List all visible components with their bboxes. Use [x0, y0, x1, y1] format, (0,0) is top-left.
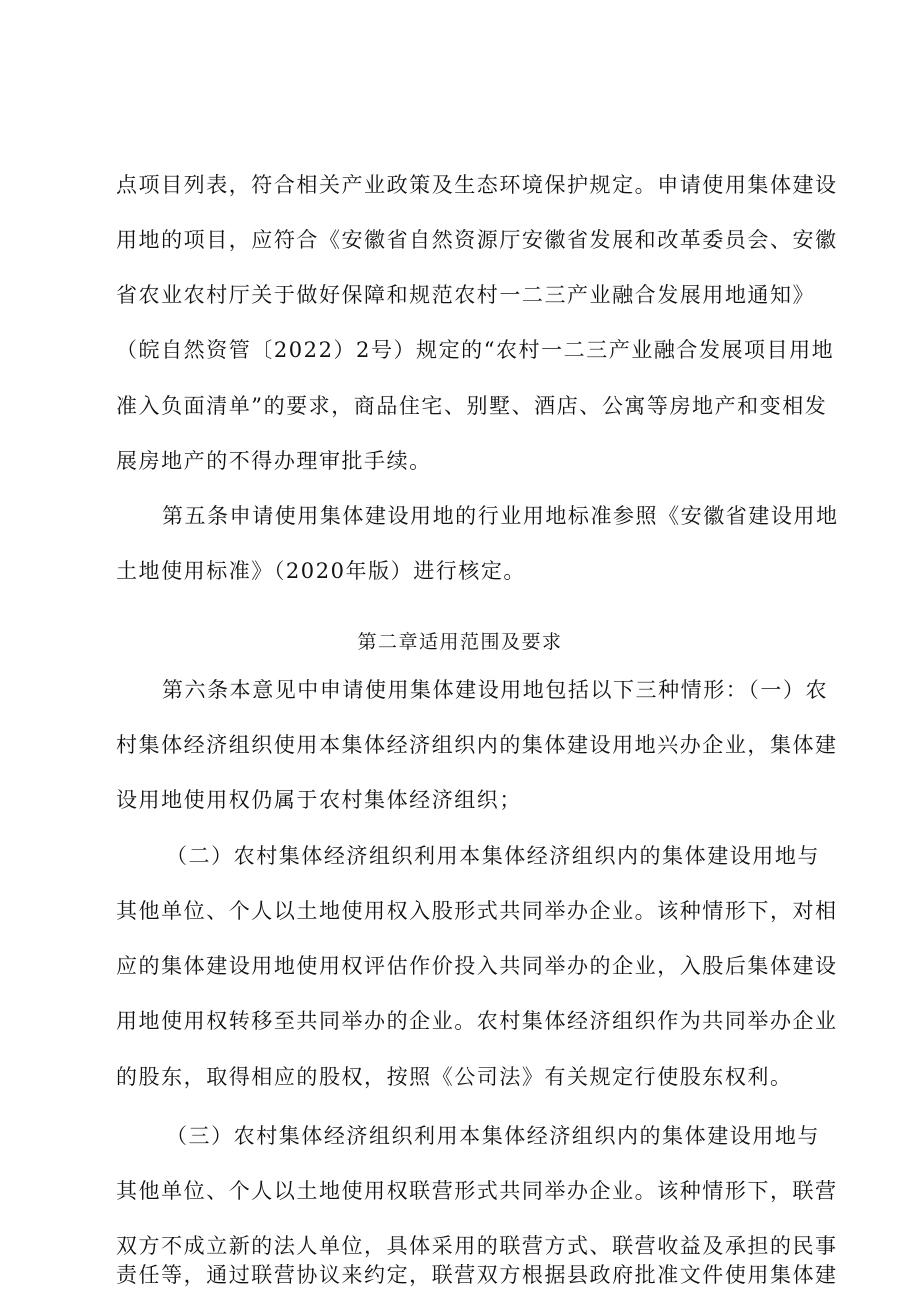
text-line: 应的集体建设用地使用权评估作价投入共同举办的企业，入股后集体建设 — [116, 954, 838, 978]
text-line: 用地使用权转移至共同举办的企业。农村集体经济组织作为共同举办企业 — [116, 1009, 838, 1033]
article-6-first-line: 第六条本意见中申请使用集体建设用地包括以下三种情形：（一）农 — [162, 678, 828, 702]
text-line: 双方不成立新的法人单位，具体采用的联营方式、联营收益及承担的民事 — [116, 1234, 838, 1258]
text-line: 用地的项目，应符合《安徽省自然资源厅安徽省发展和改革委员会、安徽 — [116, 228, 838, 252]
article-5-first-line: 第五条申请使用集体建设用地的行业用地标准参照《安徽省建设用地 — [162, 504, 839, 528]
text-line: 准入负面清单”的要求，商品住宅、别墅、酒店、公寓等房地产和变相发 — [116, 394, 828, 418]
text-line: 村集体经济组织使用本集体经济组织内的集体建设用地兴办企业，集体建 — [116, 733, 838, 757]
chapter-heading: 第二章适用范围及要求 — [357, 631, 563, 653]
clause-2-first-line: （二）农村集体经济组织利用本集体经济组织内的集体建设用地与 — [166, 844, 820, 868]
clause-3-first-line: （三）农村集体经济组织利用本集体经济组织内的集体建设用地与 — [166, 1124, 820, 1148]
text-line: 设用地使用权仍属于农村集体经济组织； — [116, 788, 522, 812]
text-line: 土地使用标准》（2020年版）进行核定。 — [116, 559, 526, 583]
text-line: 其他单位、个人以土地使用权联营形式共同举办企业。该种情形下，联营 — [116, 1179, 838, 1203]
text-line: （皖自然资管〔2022）2号）规定的“农村一二三产业融合发展项目用地 — [116, 338, 835, 362]
text-line: 省农业农村厅关于做好保障和规范农村一二三产业融合发展用地通知》 — [116, 283, 816, 307]
text-line: 其他单位、个人以土地使用权入股形式共同举办企业。该种情形下，对相 — [116, 899, 838, 923]
text-line: 点项目列表，符合相关产业政策及生态环境保护规定。申请使用集体建设 — [116, 173, 838, 197]
text-line: 责任等，通过联营协议来约定，联营双方根据县政府批准文件使用集体建 — [116, 1263, 838, 1287]
text-line: 展房地产的不得办理审批手续。 — [116, 449, 432, 473]
text-line: 的股东，取得相应的股权，按照《公司法》有关规定行使股东权利。 — [116, 1065, 793, 1089]
